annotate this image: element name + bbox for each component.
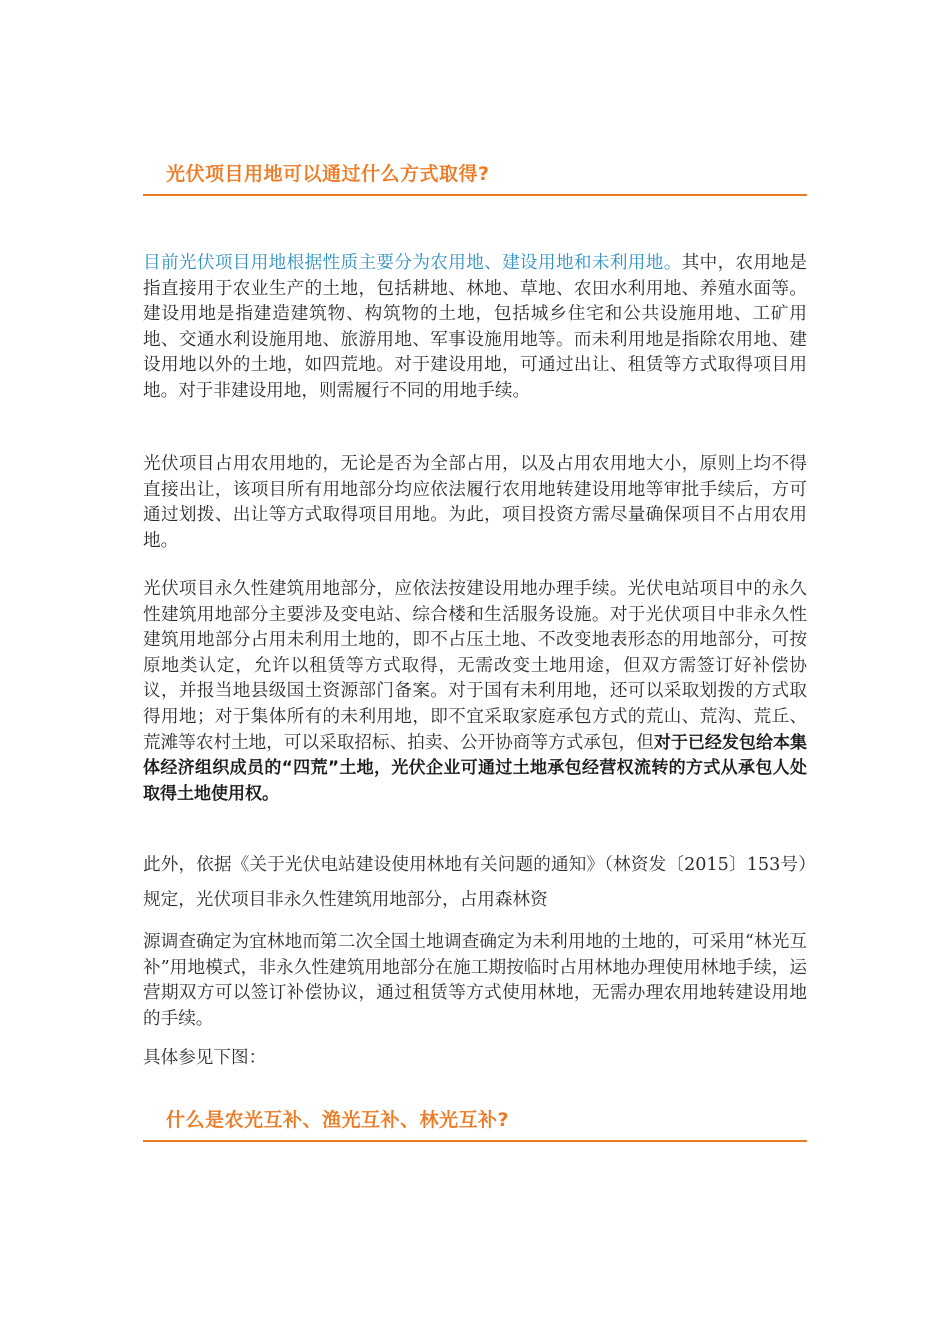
paragraph-land-types <box>143 251 807 405</box>
paragraph-forestry-notice: 此外，依据《关于光伏电站建设使用林地有关问题的通知》（林资发〔2015〕153号）规定，光伏项目非永久性建筑用地部分，占用森林资 <box>143 855 807 910</box>
paragraph-agricultural-land: 光伏项目占用农用地的，无论是否为全部占用，以及占用农用地大小，原则上均不得直接出让，该项目所有用地部分均应依法履行农用地转建设用地等审批手续后，方可通过划拨、出让等方式取得项目用地。为此，项目投资方需尽量确保项目不占用农用地。 <box>143 454 807 551</box>
section-heading-land-acquisition <box>143 161 807 196</box>
paragraph-text: 光伏项目永久性建筑用地部分，应依法按建设用地办理手续。光伏电站项目中的永久性建筑用地部分主要涉及变电站、综合楼和生活服务设施。对于光伏项目中非永久性建筑用地部分占用未利用土地的，即不占压土地、不改变地表形态的用地部分，可按原地类认定，允许以租赁等方式取得，无需改变土地用途，但双方需签订好补偿协议，并报当地县级国土资源部门备案。对于国有未利用地，还可以采取划拨的方式取得用地；对于集体所有的未利用地，即不宜采取家庭承包方式的荒山、荒沟、荒丘、荒滩等农村土地，可以采取招标、拍卖、公开协商等方式承包，但 <box>143 579 807 753</box>
paragraph-see-figure: 具体参见下图： <box>143 1048 267 1068</box>
paragraph-permanent-buildings <box>143 577 807 807</box>
section-heading-complementary-modes <box>143 1107 807 1142</box>
heading-divider <box>143 194 807 196</box>
heading-title: 光伏项目用地可以通过什么方式取得? <box>166 163 490 185</box>
paragraph-text: 其中，农用地是指直接用于农业生产的土地，包括耕地、林地、草地、农田水利用地、养殖水面等。建设用地是指建造建筑物、构筑物的土地，包括城乡住宅和公共设施用地、工矿用地、交通水利设施用地、旅游用地、军事设施用地等。而未利用地是指除农用地、建设用地以外的土地，如四荒地。对于建设用地，可通过出让、租赁等方式取得项目用地。对于非建设用地，则需履行不同的用地手续。 <box>143 253 807 401</box>
heading-divider <box>143 1140 807 1142</box>
heading-title: 什么是农光互补、渔光互补、林光互补? <box>166 1109 510 1131</box>
highlighted-sentence: 目前光伏项目用地根据性质主要分为农用地、建设用地和未利用地。 <box>143 253 682 273</box>
bold-emphasis: 对于已经发包给本集体经济组织成员的“四荒”土地，光伏企业可通过土地承包经营权流转的方式从承包人处取得土地使用权。 <box>143 732 807 804</box>
paragraph-forest-pv-mode: 源调查确定为宜林地而第二次全国土地调查确定为未利用地的土地的，可采用“林光互补”用地模式，非永久性建筑用地部分在施工期按临时占用林地办理使用林地手续，运营期双方可以签订补偿协议，通过租赁等方式使用林地，无需办理农用地转建设用地的手续。 <box>143 932 807 1029</box>
